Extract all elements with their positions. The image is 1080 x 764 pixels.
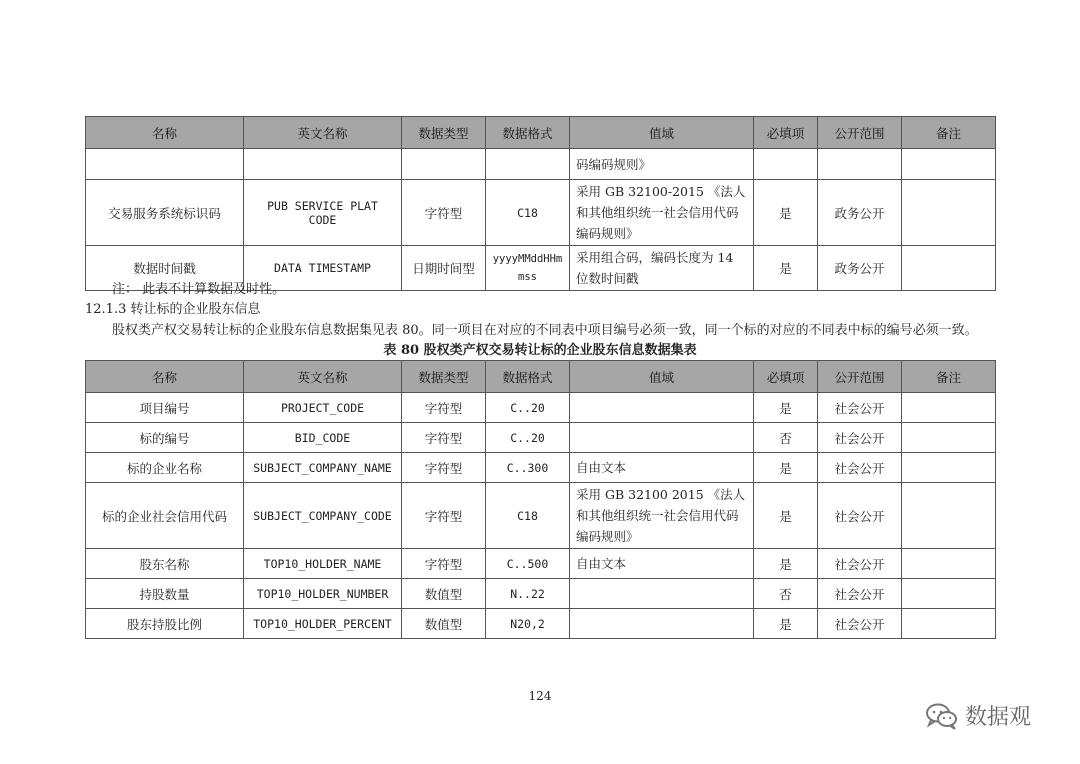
header-en-name: 英文名称 (244, 361, 402, 393)
cell-required: 否 (754, 579, 818, 609)
cell-type: 字符型 (402, 423, 486, 453)
cell-note (902, 549, 996, 579)
table-row (86, 579, 996, 609)
cell-format: C18 (486, 180, 570, 246)
cell-required: 是 (754, 609, 818, 639)
header-note: 备注 (902, 361, 996, 393)
cell-format: C18 (486, 483, 570, 549)
cell-en-name: PUB SERVICE PLAT CODE (244, 180, 402, 246)
header-note: 备注 (902, 117, 996, 149)
header-required: 必填项 (754, 117, 818, 149)
table-row (86, 453, 996, 483)
cell-scope: 社会公开 (818, 393, 902, 423)
cell-note (902, 180, 996, 246)
cell-required (754, 149, 818, 180)
cell-type: 字符型 (402, 549, 486, 579)
cell-name: 标的编号 (86, 423, 244, 453)
watermark-text: 数据观 (965, 705, 1032, 730)
header-data-format: 数据格式 (486, 361, 570, 393)
table-caption: 表 80 股权类产权交易转让标的企业股东信息数据集表 (383, 343, 697, 358)
cell-scope: 社会公开 (818, 453, 902, 483)
section-heading: 12.1.3 转让标的企业股东信息 (85, 302, 261, 317)
table-row (86, 393, 996, 423)
cell-type: 字符型 (402, 483, 486, 549)
cell-name: 持股数量 (86, 579, 244, 609)
cell-domain: 自由文本 (570, 453, 754, 483)
cell-required: 是 (754, 549, 818, 579)
cell-type (402, 149, 486, 180)
cell-domain (570, 393, 754, 423)
cell-type: 字符型 (402, 393, 486, 423)
table-row (86, 483, 996, 549)
header-name: 名称 (86, 361, 244, 393)
cell-required: 是 (754, 180, 818, 246)
cell-type: 字符型 (402, 180, 486, 246)
cell-en-name: BID_CODE (244, 423, 402, 453)
cell-note (902, 423, 996, 453)
header-required: 必填项 (754, 361, 818, 393)
header-scope: 公开范围 (818, 361, 902, 393)
cell-name: 股东名称 (86, 549, 244, 579)
cell-en-name: SUBJECT_COMPANY_CODE (244, 483, 402, 549)
cell-domain: 采用 GB 32100-2015 《法人和其他组织统一社会信用代码编码规则》 (570, 180, 754, 246)
cell-required: 是 (754, 483, 818, 549)
cell-domain: 码编码规则》 (570, 149, 754, 180)
cell-format: yyyyMMddHHmmss (486, 246, 570, 291)
table-note: 注： 此表不计算数据及时性。 (112, 282, 286, 297)
header-data-type: 数据类型 (402, 361, 486, 393)
cell-format: C..300 (486, 453, 570, 483)
cell-en-name: SUBJECT_COMPANY_NAME (244, 453, 402, 483)
cell-note (902, 246, 996, 291)
cell-format (486, 149, 570, 180)
cell-format: C..20 (486, 423, 570, 453)
table-row (86, 180, 996, 246)
cell-domain: 自由文本 (570, 549, 754, 579)
cell-required: 是 (754, 453, 818, 483)
table-row (86, 609, 996, 639)
cell-note (902, 483, 996, 549)
cell-required: 是 (754, 246, 818, 291)
cell-name: 数据时间戳 (86, 246, 244, 291)
page-number: 124 (528, 689, 552, 703)
cell-note (902, 609, 996, 639)
cell-en-name: TOP10_HOLDER_NUMBER (244, 579, 402, 609)
cell-scope: 社会公开 (818, 423, 902, 453)
header-data-type: 数据类型 (402, 117, 486, 149)
table-header-row (86, 361, 996, 393)
cell-name: 项目编号 (86, 393, 244, 423)
table-header-row (86, 117, 996, 149)
cell-format: N..22 (486, 579, 570, 609)
cell-note (902, 149, 996, 180)
cell-domain (570, 423, 754, 453)
cell-format: N20,2 (486, 609, 570, 639)
cell-en-name (244, 149, 402, 180)
cell-name (86, 149, 244, 180)
header-domain: 值域 (570, 361, 754, 393)
cell-type: 数值型 (402, 609, 486, 639)
cell-type: 日期时间型 (402, 246, 486, 291)
header-name: 名称 (86, 117, 244, 149)
header-domain: 值域 (570, 117, 754, 149)
table-row (86, 149, 996, 180)
cell-required: 否 (754, 423, 818, 453)
spec-table-continued (85, 116, 996, 291)
cell-domain: 采用 GB 32100 2015 《法人和其他组织统一社会信用代码编码规则》 (570, 483, 754, 549)
header-data-format: 数据格式 (486, 117, 570, 149)
cell-note (902, 453, 996, 483)
cell-name: 标的企业社会信用代码 (86, 483, 244, 549)
cell-name: 交易服务系统标识码 (86, 180, 244, 246)
body-paragraph: 股权类产权交易转让标的企业股东信息数据集见表 80。同一项目在对应的不同表中项目编号必须一致，同一个标的对应的不同表中标的编号必须一致。 (112, 323, 978, 338)
wechat-icon (925, 702, 959, 730)
cell-scope: 社会公开 (818, 609, 902, 639)
table-row (86, 549, 996, 579)
cell-domain (570, 579, 754, 609)
cell-type: 数值型 (402, 579, 486, 609)
cell-required: 是 (754, 393, 818, 423)
cell-domain: 采用组合码，编码长度为 14 位数时间戳 (570, 246, 754, 291)
table-row (86, 423, 996, 453)
cell-name: 股东持股比例 (86, 609, 244, 639)
cell-en-name: DATA TIMESTAMP (244, 246, 402, 291)
cell-format: C..20 (486, 393, 570, 423)
watermark (925, 700, 1031, 731)
shareholder-info-table (85, 360, 996, 639)
cell-scope: 政务公开 (818, 180, 902, 246)
cell-note (902, 579, 996, 609)
cell-en-name: TOP10_HOLDER_PERCENT (244, 609, 402, 639)
cell-scope: 政务公开 (818, 246, 902, 291)
cell-scope (818, 149, 902, 180)
cell-note (902, 393, 996, 423)
cell-type: 字符型 (402, 453, 486, 483)
header-en-name: 英文名称 (244, 117, 402, 149)
cell-format: C..500 (486, 549, 570, 579)
cell-domain (570, 609, 754, 639)
cell-scope: 社会公开 (818, 579, 902, 609)
cell-name: 标的企业名称 (86, 453, 244, 483)
cell-en-name: TOP10_HOLDER_NAME (244, 549, 402, 579)
cell-scope: 社会公开 (818, 549, 902, 579)
cell-en-name: PROJECT_CODE (244, 393, 402, 423)
header-scope: 公开范围 (818, 117, 902, 149)
cell-scope: 社会公开 (818, 483, 902, 549)
